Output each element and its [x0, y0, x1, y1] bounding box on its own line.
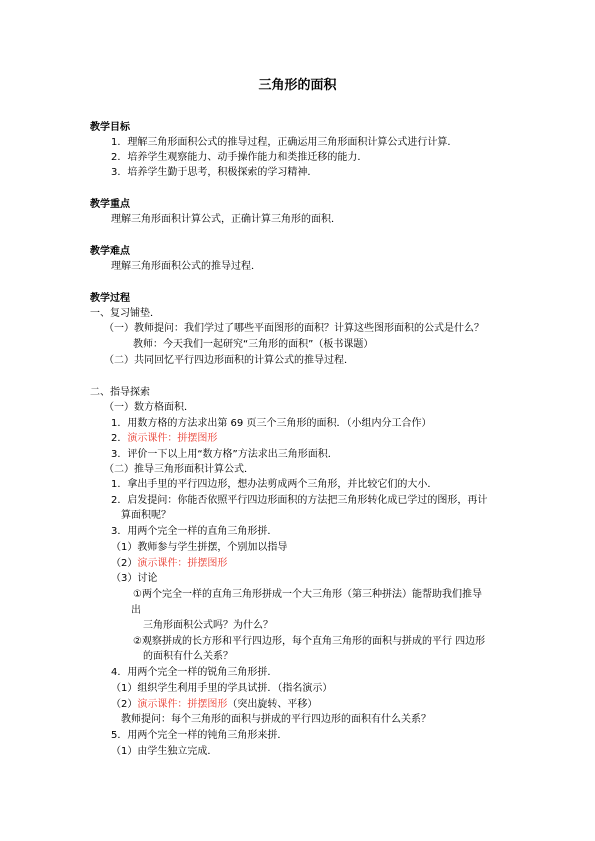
- section-1-item: （二）共同回忆平行四边形面积的计算公式的推导过程．: [104, 355, 354, 366]
- section-2: 二、指导探索: [90, 387, 150, 398]
- courseware-link[interactable]: 演示课件：拼摆图形: [137, 699, 228, 710]
- sub-step: （1）教师参与学生拼摆，个别加以指导: [111, 542, 288, 553]
- goal-item: 1．理解三角形面积公式的推导过程，正确运用三角形面积计算公式进行计算．: [111, 137, 458, 148]
- difficulty-heading: 教学难点: [90, 246, 130, 257]
- discussion-point: ②观察拼成的长方形和平行四边形，每个直角三角形的面积与拼成的平行 四边形: [133, 636, 486, 647]
- sub-step: （1）组织学生利用手里的学具试拼．（指名演示）: [111, 683, 333, 694]
- step: 2．启发提问：你能否依照平行四边形面积的方法把三角形转化成已学过的图形，再计: [111, 495, 488, 506]
- difficulty-text: 理解三角形面积公式的推导过程．: [111, 261, 261, 272]
- teacher-question: 教师提问：每个三角形的面积与拼成的平行四边形的面积有什么关系？: [121, 714, 431, 725]
- key-heading: 教学重点: [90, 199, 130, 210]
- section-1-item: （一）教师提问：我们学过了哪些平面图形的面积？计算这些图形面积的公式是什么？: [104, 323, 484, 334]
- page-title: 三角形的面积: [258, 78, 337, 93]
- sub-step-number: （2）: [111, 699, 138, 710]
- step: 1．拿出手里的平行四边形，想办法剪成两个三角形，并比较它们的大小．: [111, 479, 438, 490]
- step: 5．用两个完全一样的钝角三角形来拼．: [111, 730, 288, 741]
- discussion-point-continuation: 的面积有什么关系？: [143, 651, 233, 662]
- sub-step: （1）由学生独立完成．: [111, 746, 218, 757]
- goals-heading: 教学目标: [90, 122, 130, 133]
- sub-step: [111, 557, 227, 571]
- discussion-point-continuation: 三角形面积公式吗？为什么？: [143, 620, 273, 631]
- step: 3．评价一下以上用“数方格”方法求出三角形面积．: [111, 449, 338, 460]
- sub-step: [111, 698, 317, 712]
- step: 1．用数方格的方法求出第 69 页三个三角形的面积．（小组内分工合作）: [111, 418, 432, 429]
- process-heading: 教学过程: [90, 293, 130, 304]
- key-text: 理解三角形面积计算公式，正确计算三角形的面积．: [111, 214, 341, 225]
- discussion-point-continuation: 出: [131, 605, 141, 616]
- sub-step-number: （2）: [111, 558, 138, 569]
- step-number: 2．: [111, 433, 128, 444]
- step: [111, 432, 217, 446]
- subsection-derive-formula: （二）推导三角形面积计算公式．: [104, 464, 254, 475]
- goal-item: 3．培养学生勤于思考，积极探索的学习精神．: [111, 167, 318, 178]
- step-continuation: 算面积呢？: [121, 510, 171, 521]
- step: 3．用两个完全一样的直角三角形拼．: [111, 526, 278, 537]
- sub-step-note: （突出旋转、平移）: [227, 699, 318, 710]
- section-1: 一、复习铺垫．: [90, 308, 160, 319]
- sub-step: （3）讨论: [111, 573, 158, 584]
- step: 4．用两个完全一样的锐角三角形拼．: [111, 667, 278, 678]
- courseware-link[interactable]: 演示课件：拼摆图形: [127, 433, 218, 444]
- section-1-item-note: 教师：今天我们一起研究“三角形的面积”（板书课题）: [133, 339, 374, 350]
- goal-item: 2．培养学生观察能力、动手操作能力和类推迁移的能力．: [111, 152, 368, 163]
- courseware-link[interactable]: 演示课件：拼摆图形: [137, 558, 228, 569]
- discussion-point: ①两个完全一样的直角三角形拼成一个大三角形（第三种拼法）能帮助我们推导: [133, 589, 482, 600]
- subsection-count-grid: （一）数方格面积．: [104, 402, 194, 413]
